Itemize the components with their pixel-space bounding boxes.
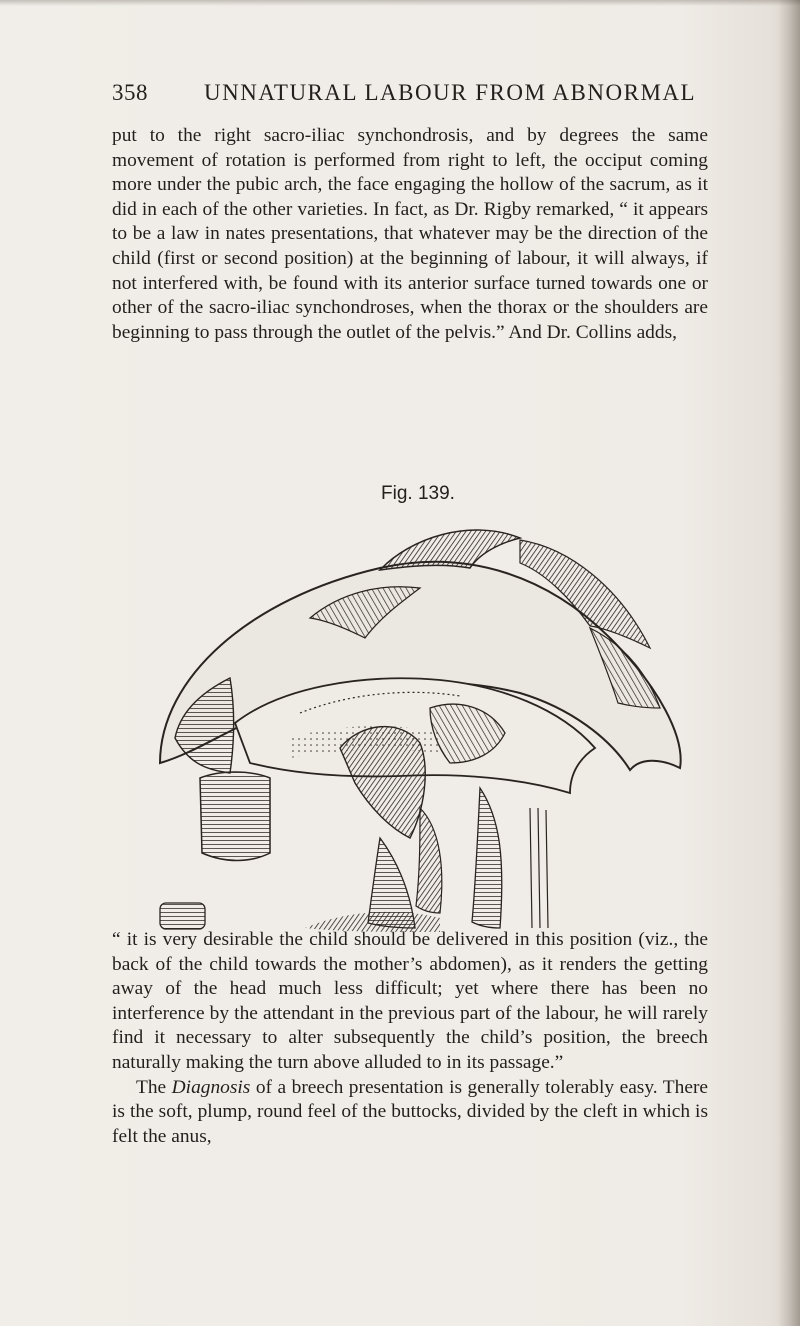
bottom-left-object bbox=[160, 903, 205, 929]
breech-illustration bbox=[140, 508, 700, 958]
paragraph-2-text: “ it is very desirable the child should be delivered in this position (viz., the back of the child towards the mother’s abdomen), as it renders the getting away of the head much less difficult; yet where there has been no interference by the attendant in the previous part of the labour, he will rarely find it necessary to alter subsequently the child’s position, the breech naturally making the turn above alluded to in its passage.” bbox=[112, 929, 708, 1073]
page-header bbox=[112, 80, 702, 114]
figure-caption bbox=[0, 483, 800, 505]
paragraph-2 bbox=[112, 928, 708, 1149]
lower-hatched-right bbox=[472, 788, 502, 928]
page-number: 358 bbox=[112, 80, 148, 105]
left-lower-block bbox=[200, 772, 270, 861]
figure-caption-text: Fig. 139. bbox=[381, 483, 455, 504]
running-head: UNNATURAL LABOUR FROM ABNORMAL bbox=[204, 80, 697, 105]
page-top-shadow bbox=[0, 0, 800, 6]
paragraph-3 bbox=[112, 1076, 708, 1150]
paragraph-1 bbox=[112, 124, 708, 345]
paragraph-3-prefix: The bbox=[136, 1076, 172, 1098]
lower-hatched-mid bbox=[416, 808, 442, 913]
page-edge-shadow bbox=[778, 0, 800, 1326]
diagnosis-term: Diagnosis bbox=[171, 1076, 251, 1098]
paragraph-3-rest: of a breech presentation is generally tolerably easy. There is the soft, plump, round feel of the buttocks, divided by the cleft in which is felt the anus, bbox=[112, 1076, 709, 1147]
paragraph-1-text: put to the right sacro-iliac synchondrosis, and by degrees the same movement of rotation is performed from right to left, the occiput coming more under the pubic arch, the face engaging the hollow of the sacrum, as it did in each of the other varieties. In fact, as Dr. Rigby remarked, “ it appears to be a law in nates presentations, that whatever may be the direction of the child (first or second position) at the beginning of labour, it will always, if not interfered with, be found with its anterior surface turned towards one or other of the sacro-iliac synchondroses, when the thorax or the shoulders are beginning to pass through the outlet of the pelvis.” And Dr. Collins adds, bbox=[112, 125, 708, 343]
right-vertical-lines bbox=[530, 808, 548, 928]
upper-hatched-band bbox=[380, 530, 520, 570]
